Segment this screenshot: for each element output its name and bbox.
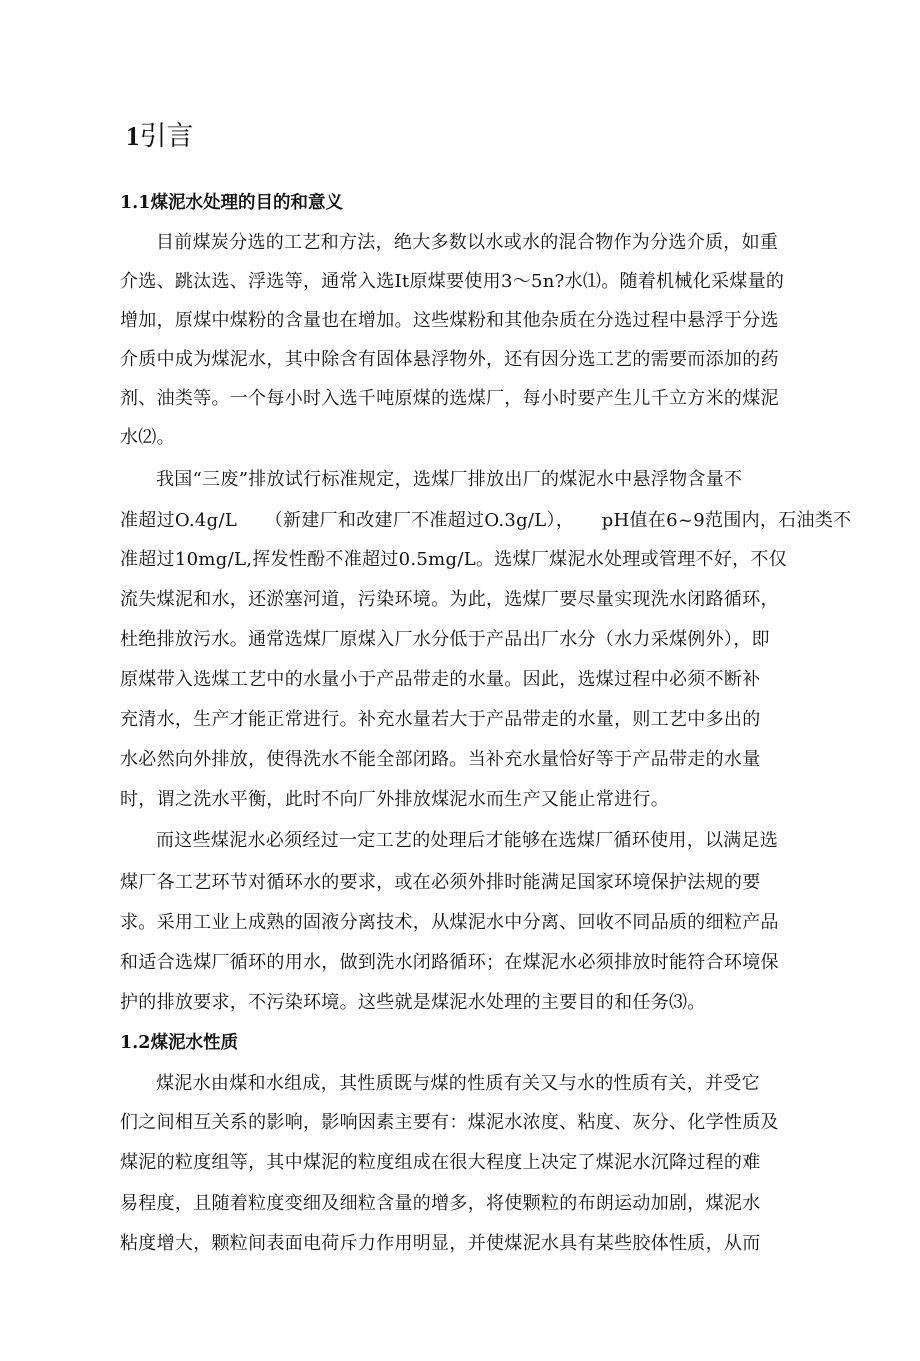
text-line: 煤泥的粒度组等，其中煤泥的粒度组成在很大程度上决定了煤泥水沉降过程的难 [120, 1152, 761, 1173]
text-line: 水⑵。 [120, 427, 175, 448]
text-line: 时，谓之洗水平衡，此时不向厂外排放煤泥水而生产又能止常进行。 [120, 789, 669, 810]
text-line: 充清水，生产才能正常进行。补充水量若大于产品带走的水量，则工艺中多出的 [120, 709, 761, 730]
text-line: 我国“三废”排放试行标准规定，选煤厂排放出厂的煤泥水中悬浮物含量不 [156, 469, 743, 490]
text-line: 粘度增大，颗粒间表面电荷斥力作用明显，并使煤泥水具有某些胶体性质，从而 [120, 1233, 761, 1254]
text-line: 求。采用工业上成熟的固液分离技术，从煤泥水中分离、回收不同品质的细粒产品 [120, 912, 779, 933]
text-line: 介选、跳汰选、浮选等，通常入选It原煤要使用3～5n?水⑴。随着机械化采煤量的 [120, 271, 785, 292]
chapter-number: 1 [126, 121, 140, 151]
text-line: 目前煤炭分选的工艺和方法，绝大多数以水或水的混合物作为分选介质，如重 [156, 232, 779, 253]
text-line: 增加，原煤中煤粉的含量也在增加。这些煤粉和其他杂质在分选过程中悬浮于分选 [120, 310, 779, 331]
text-line: 煤泥水由煤和水组成，其性质既与煤的性质有关又与水的性质有关，并受它 [156, 1073, 760, 1094]
chapter-heading [126, 116, 194, 157]
text-line: 和适合选煤厂循环的用水，做到洗水闭路循环；在煤泥水必须排放时能符合环境保 [120, 952, 779, 973]
text-line: 杜绝排放污水。通常选煤厂原煤入厂水分低于产品出厂水分（水力采煤例外），即 [120, 629, 770, 650]
section-1-1-heading: 1.1煤泥水处理的目的和意义 [120, 193, 343, 213]
chapter-title: 引言 [139, 121, 194, 152]
text-line: 们之间相互关系的影响，影响因素主要有：煤泥水浓度、粘度、灰分、化学性质及 [120, 1112, 779, 1133]
section-1-2-heading: 1.2煤泥水性质 [120, 1033, 238, 1053]
text-line: 剂、油类等。一个每小时入选千吨原煤的选煤厂，每小时要产生儿千立方米的煤泥 [120, 388, 779, 409]
text-line: 煤厂各工艺环节对循环水的要求，或在必须外排时能满足国家环境保护法规的要 [120, 872, 761, 893]
text-line: 流失煤泥和水，还淤塞河道，污染环境。为此，选煤厂要尽量实现洗水闭路循环， [120, 589, 779, 610]
text-line: 护的排放要求，不污染环境。这些就是煤泥水处理的主要目的和任务⑶。 [120, 992, 706, 1013]
text-line: 易程度，且随着粒度变细及细粒含量的增多，将使颗粒的布朗运动加剧，煤泥水 [120, 1193, 761, 1214]
text-line: 而这些煤泥水必须经过一定工艺的处理后才能够在选煤厂循环使用，以满足选 [156, 830, 779, 851]
text-line: 准超过10mg/L,挥发性酚不准超过0.5mg/L。选煤厂煤泥水处理或管理不好，不仅 [120, 549, 788, 570]
text-line: 准超过O.4g/L （新建厂和改建厂不准超过O.3g/L）， pH值在6~9范围内，石油类不 [120, 510, 852, 531]
text-line: 水必然向外排放，使得洗水不能全部闭路。当补充水量恰好等于产品带走的水量 [120, 749, 761, 770]
text-line: 原煤带入选煤工艺中的水量小于产品带走的水量。因此，选煤过程中必须不断补 [120, 669, 761, 690]
text-line: 介质中成为煤泥水，其中除含有固体悬浮物外，还有因分选工艺的需要而添加的药 [120, 349, 779, 370]
